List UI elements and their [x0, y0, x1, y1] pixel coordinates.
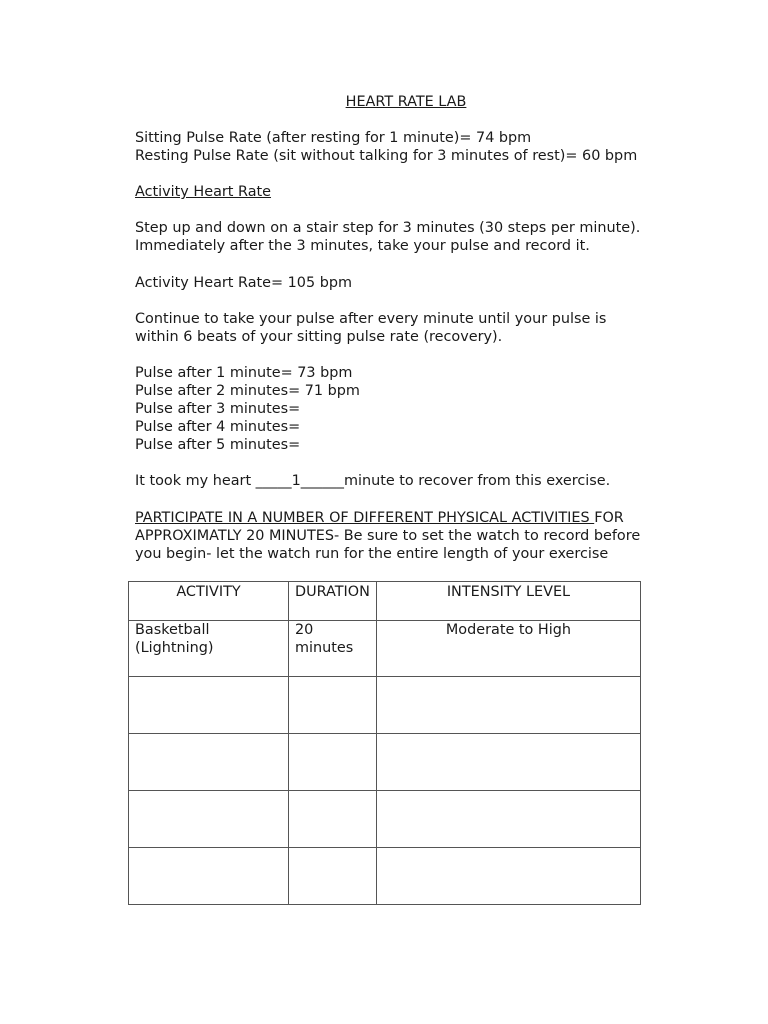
intensity-cell[interactable]: [376, 677, 640, 734]
duration-value: 20: [295, 622, 314, 638]
table-row: [129, 734, 641, 791]
duration-cell[interactable]: [289, 677, 377, 734]
sitting-pulse-line: Sitting Pulse Rate (after resting for 1 minute)= 74 bpm: [135, 130, 532, 146]
table-row: [129, 677, 641, 734]
pulse-line-4: Pulse after 4 minutes=: [135, 419, 301, 435]
continue-line: within 6 beats of your sitting pulse rate (recovery).: [135, 329, 503, 345]
duration-unit: minutes: [295, 640, 354, 656]
intensity-cell[interactable]: [376, 791, 640, 848]
instruction-line: Immediately after the 3 minutes, take your pulse and record it.: [135, 238, 590, 254]
duration-cell[interactable]: [289, 791, 377, 848]
table-row: [129, 848, 641, 905]
table-row: [129, 791, 641, 848]
activity-cell[interactable]: [129, 621, 289, 677]
table-row: [129, 621, 641, 677]
pulse-line-3: Pulse after 3 minutes=: [135, 401, 301, 417]
duration-cell[interactable]: [289, 621, 377, 677]
activity-name: Basketball: [135, 622, 210, 638]
intensity-value: Moderate to High: [445, 622, 571, 638]
header-intensity: INTENSITY LEVEL: [376, 582, 640, 621]
activity-cell[interactable]: [129, 848, 289, 905]
intensity-cell[interactable]: [376, 621, 640, 677]
instruction-line: Step up and down on a stair step for 3 minutes (30 steps per minute).: [135, 220, 641, 236]
pulse-line-2: Pulse after 2 minutes= 71 bpm: [135, 383, 360, 399]
recovery-line: It took my heart _____1______minute to recover from this exercise.: [135, 473, 611, 489]
intensity-cell[interactable]: [376, 848, 640, 905]
participate-line: APPROXIMATLY 20 MINUTES- Be sure to set the watch to record before: [135, 528, 641, 544]
header-activity: ACTIVITY: [129, 582, 289, 621]
pulse-line-1: Pulse after 1 minute= 73 bpm: [135, 365, 353, 381]
header-duration: DURATION: [289, 582, 377, 621]
participate-rest: FOR: [594, 510, 624, 526]
resting-pulse-line: Resting Pulse Rate (sit without talking for 3 minutes of rest)= 60 bpm: [135, 148, 638, 164]
duration-cell[interactable]: [289, 734, 377, 791]
activity-cell[interactable]: [129, 734, 289, 791]
activity-cell[interactable]: [129, 677, 289, 734]
pulse-line-5: Pulse after 5 minutes=: [135, 437, 301, 453]
activity-table: [128, 581, 641, 905]
duration-cell[interactable]: [289, 848, 377, 905]
activity-heading: Activity Heart Rate: [135, 184, 272, 200]
participate-line: [135, 509, 624, 527]
participate-underlined: PARTICIPATE IN A NUMBER OF DIFFERENT PHYSICAL ACTIVITIES: [135, 510, 595, 526]
activity-detail: (Lightning): [135, 640, 214, 656]
activity-cell[interactable]: [129, 791, 289, 848]
continue-line: Continue to take your pulse after every minute until your pulse is: [135, 311, 607, 327]
table-header-row: [129, 582, 641, 621]
page-title: HEART RATE LAB: [345, 94, 467, 110]
participate-line: you begin- let the watch run for the entire length of your exercise: [135, 546, 609, 562]
activity-rate-line: Activity Heart Rate= 105 bpm: [135, 275, 352, 291]
intensity-cell[interactable]: [376, 734, 640, 791]
